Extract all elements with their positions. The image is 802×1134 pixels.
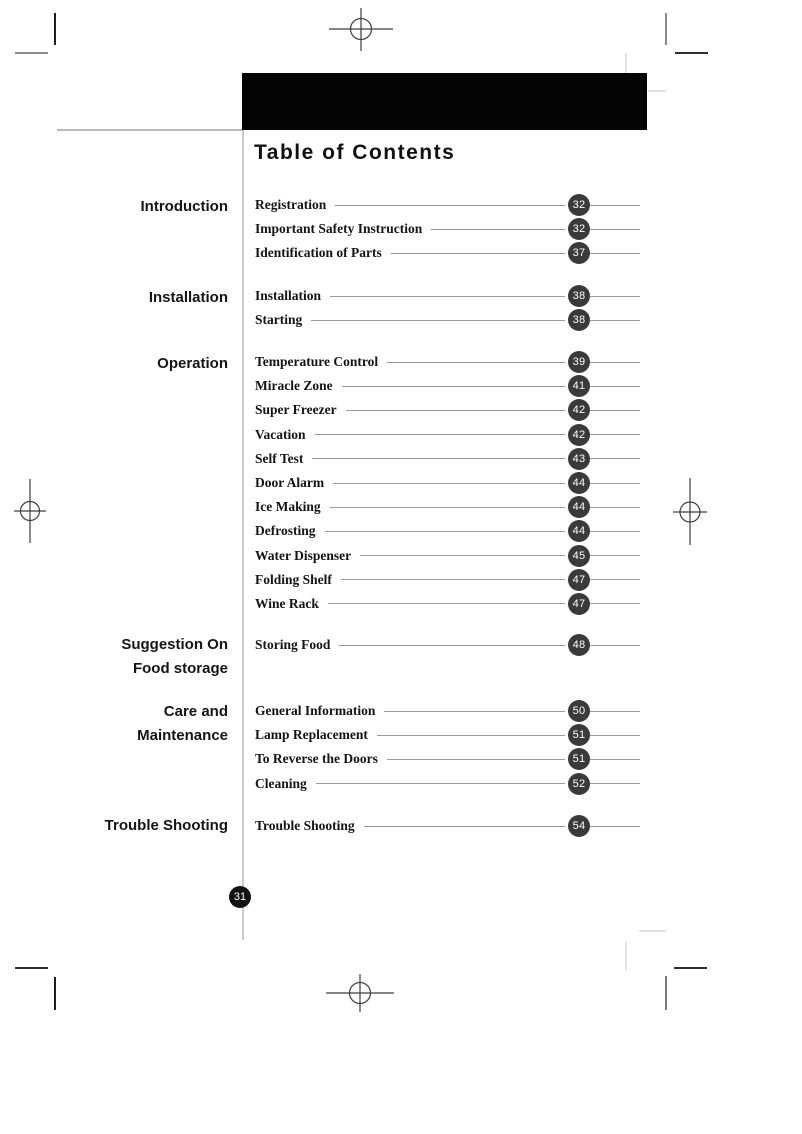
leader-tail <box>590 483 640 484</box>
page-number-badge: 38 <box>568 309 590 331</box>
leader-tail <box>590 458 640 459</box>
page-number-badge: 32 <box>568 218 590 240</box>
leader-line <box>341 579 565 580</box>
toc-entry <box>255 772 640 796</box>
leader-line <box>431 229 565 230</box>
page-number-badge: 47 <box>568 569 590 591</box>
leader-tail <box>590 386 640 387</box>
toc-entry <box>255 423 640 447</box>
toc-entry-title: Installation <box>255 288 322 304</box>
page-number-badge: 50 <box>568 700 590 722</box>
page-number-badge: 41 <box>568 375 590 397</box>
registration-mark-top <box>329 8 393 51</box>
section-label-text: Installation <box>148 289 228 306</box>
toc-entry <box>255 447 640 471</box>
leader-tail <box>590 826 640 827</box>
toc-entry-title: Wine Rack <box>255 595 319 611</box>
leader-tail <box>590 645 640 646</box>
page-number-badge: 42 <box>568 399 590 421</box>
header-banner <box>242 73 647 130</box>
page-number-badge: 42 <box>568 424 590 446</box>
page-number-badge: 38 <box>568 285 590 307</box>
registration-mark-right <box>673 478 707 545</box>
page-number-badge: 39 <box>568 351 590 373</box>
toc-entry-title: General Information <box>255 703 376 719</box>
toc-entry-title: To Reverse the Doors <box>255 751 378 767</box>
toc-entry <box>255 398 640 422</box>
toc-entry-title: Temperature Control <box>255 354 379 370</box>
leader-tail <box>590 229 640 230</box>
toc-entry <box>255 633 640 657</box>
toc-entry <box>255 217 640 241</box>
toc-entry-title: Defrosting <box>255 523 316 539</box>
toc-entry <box>255 471 640 495</box>
leader-line <box>346 410 565 411</box>
leader-line <box>311 320 565 321</box>
leader-line <box>325 531 566 532</box>
leader-line <box>384 711 565 712</box>
leader-line <box>330 296 565 297</box>
page-number-badge: 44 <box>568 520 590 542</box>
registration-mark-left <box>14 479 46 543</box>
leader-tail <box>590 555 640 556</box>
page-number-badge: 54 <box>568 815 590 837</box>
toc-entry-title: Storing Food <box>255 637 331 653</box>
toc-section-installation <box>255 284 640 332</box>
toc-entry <box>255 544 640 568</box>
leader-line <box>342 386 565 387</box>
toc-entry-title: Vacation <box>255 426 306 442</box>
toc-section-care-maintenance <box>255 699 640 796</box>
toc-entry <box>255 284 640 308</box>
leader-tail <box>590 531 640 532</box>
leader-tail <box>590 603 640 604</box>
leader-line <box>387 759 565 760</box>
toc-entry <box>255 747 640 771</box>
section-label-trouble-shooting <box>0 814 228 838</box>
leader-line <box>330 507 565 508</box>
crop-mark-top-right <box>666 13 708 53</box>
page-number-badge: 32 <box>568 194 590 216</box>
section-label-operation <box>0 352 228 376</box>
leader-tail <box>590 783 640 784</box>
leader-tail <box>590 410 640 411</box>
toc-entry-title: Folding Shelf <box>255 571 332 587</box>
section-label-text: Suggestion On <box>121 636 228 653</box>
leader-line <box>315 434 565 435</box>
leader-tail <box>590 711 640 712</box>
registration-mark-bottom <box>326 974 394 1012</box>
leader-tail <box>590 296 640 297</box>
crop-mark-top-left <box>15 13 55 53</box>
leader-tail <box>590 579 640 580</box>
toc-entry-title: Cleaning <box>255 775 307 791</box>
leader-line <box>335 205 565 206</box>
leader-line <box>312 458 565 459</box>
leader-tail <box>590 507 640 508</box>
toc-entry <box>255 814 640 838</box>
toc-entry-title: Important Safety Instruction <box>255 221 423 237</box>
leader-line <box>360 555 565 556</box>
toc-entry-title: Trouble Shooting <box>255 818 355 834</box>
column-divider <box>242 130 244 940</box>
toc-entry-title: Water Dispenser <box>255 547 352 563</box>
section-label-suggestion-on-food-storage <box>0 633 228 681</box>
toc-entry-title: Identification of Parts <box>255 245 382 261</box>
page-number-badge: 44 <box>568 496 590 518</box>
page-number-badge: 43 <box>568 448 590 470</box>
toc-section-trouble-shooting <box>255 814 640 838</box>
header-underline <box>57 129 242 131</box>
page-number-badge: 44 <box>568 472 590 494</box>
toc-entry <box>255 308 640 332</box>
toc-entry-title: Super Freezer <box>255 402 337 418</box>
toc-entry <box>255 350 640 374</box>
toc-entry <box>255 495 640 519</box>
section-label-text: Care and <box>163 703 228 720</box>
crop-mark-bottom-right <box>666 968 707 1010</box>
page-number-badge: 37 <box>568 242 590 264</box>
toc-entry <box>255 519 640 543</box>
page-number-badge: 51 <box>568 748 590 770</box>
toc-section-operation <box>255 350 640 616</box>
folio-page-number: 31 <box>229 886 251 908</box>
leader-line <box>364 826 565 827</box>
page-number-badge: 48 <box>568 634 590 656</box>
page-title: Table of Contents <box>254 141 456 164</box>
toc-entry-title: Lamp Replacement <box>255 727 368 743</box>
page-number-badge: 47 <box>568 593 590 615</box>
section-label-text: Introduction <box>140 198 228 215</box>
section-label-care-and-maintenance <box>0 700 228 748</box>
toc-section-introduction <box>255 193 640 266</box>
toc-entry-title: Self Test <box>255 450 304 466</box>
toc-entry <box>255 592 640 616</box>
toc-section-food-storage <box>255 633 640 657</box>
toc-entry <box>255 193 640 217</box>
toc-entry <box>255 568 640 592</box>
leader-tail <box>590 253 640 254</box>
leader-tail <box>590 735 640 736</box>
toc-entry-title: Ice Making <box>255 499 321 515</box>
toc-entry-title: Registration <box>255 197 327 213</box>
leader-line <box>387 362 565 363</box>
leader-line <box>391 253 565 254</box>
toc-entry-title: Starting <box>255 312 303 328</box>
leader-line <box>328 603 565 604</box>
page-number-badge: 51 <box>568 724 590 746</box>
section-label-text: Maintenance <box>137 727 228 744</box>
section-label-text: Food storage <box>132 660 228 677</box>
leader-tail <box>590 205 640 206</box>
leader-tail <box>590 759 640 760</box>
leader-line <box>377 735 565 736</box>
crop-mark-bottom-left <box>15 968 55 1010</box>
section-label-text: Operation <box>157 355 228 372</box>
toc-entry <box>255 241 640 265</box>
leader-tail <box>590 362 640 363</box>
leader-tail <box>590 320 640 321</box>
toc-entry <box>255 699 640 723</box>
leader-line <box>316 783 565 784</box>
toc-entry <box>255 374 640 398</box>
page-number-badge: 45 <box>568 545 590 567</box>
leader-line <box>333 483 565 484</box>
leader-tail <box>590 434 640 435</box>
toc-entry-title: Door Alarm <box>255 475 325 491</box>
section-label-text: Trouble Shooting <box>104 817 228 834</box>
toc-entry <box>255 723 640 747</box>
page-number-badge: 52 <box>568 773 590 795</box>
toc-entry-title: Miracle Zone <box>255 378 333 394</box>
leader-line <box>339 645 565 646</box>
section-label-introduction <box>0 195 228 219</box>
section-label-installation <box>0 286 228 310</box>
